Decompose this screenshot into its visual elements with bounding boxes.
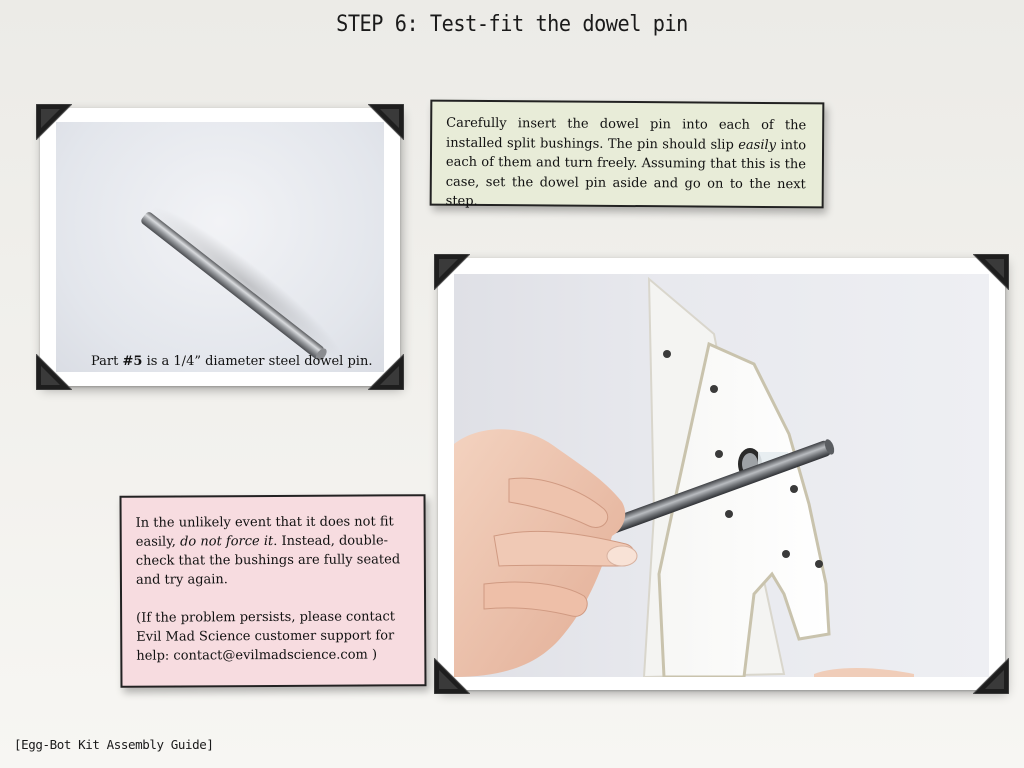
pin-insertion-illustration	[454, 274, 989, 677]
page-title: STEP 6: Test-fit the dowel pin	[336, 12, 688, 37]
guide-footer: [Egg-Bot Kit Assembly Guide]	[14, 737, 214, 752]
photo-dowel-pin	[56, 122, 384, 372]
photo-corner-mount-icon	[434, 658, 470, 694]
photo-corner-mount-icon	[36, 104, 72, 140]
photo-corner-mount-icon	[368, 104, 404, 140]
photo-corner-mount-icon	[36, 354, 72, 390]
photo-corner-mount-icon	[368, 354, 404, 390]
instruction-text: Carefully insert the dowel pin into each of the installed split bushings. The pin should slip easily into each of them and turn freely. Assuming that this is the case, set the dowel pin aside and go on to the next step.	[445, 115, 807, 209]
instruction-note	[430, 100, 825, 209]
photo-corner-mount-icon	[973, 658, 1009, 694]
photo-corner-mount-icon	[973, 254, 1009, 290]
photo-corner-mount-icon	[434, 254, 470, 290]
photo-frame-pin-insertion	[438, 258, 1005, 690]
warning-note	[119, 494, 426, 688]
photo-frame-dowel-pin	[40, 108, 400, 386]
warning-text: In the unlikely event that it does not fit easily, do not force it. Instead, double-check that the bushings are fully seated and try again.	[135, 514, 401, 588]
dowel-pin-illustration	[56, 122, 384, 372]
photo-pin-insertion	[454, 274, 989, 677]
support-contact-text: (If the problem persists, please contact Evil Mad Science customer support for help: contact@evilmadscience.com )	[136, 609, 396, 664]
dowel-pin-caption: Part #5 is a 1/4” diameter steel dowel pin.	[91, 354, 373, 369]
